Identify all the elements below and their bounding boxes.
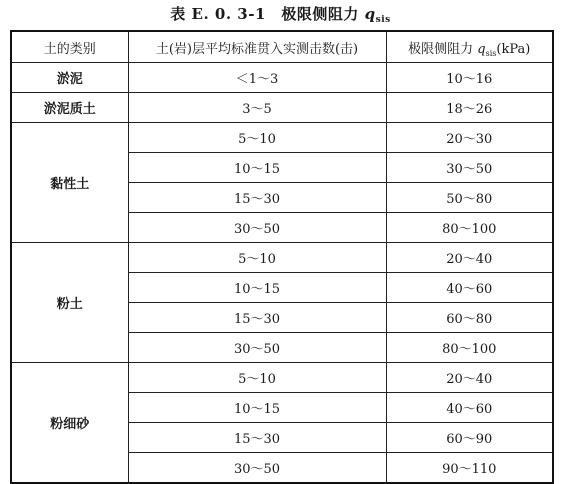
blow-count-cell: 10～15 bbox=[128, 153, 386, 183]
blow-count-cell: 30～50 bbox=[128, 453, 386, 484]
table-caption bbox=[0, 3, 561, 25]
header-row bbox=[11, 31, 553, 63]
resistance-cell: 20～40 bbox=[386, 243, 553, 273]
soil-type-cell: 淤泥质土 bbox=[11, 93, 128, 123]
resistance-cell: 30～50 bbox=[386, 153, 553, 183]
caption-prefix: 表 E. 0. 3-1 极限侧阻力 bbox=[170, 5, 359, 23]
resistance-cell: 80～100 bbox=[386, 333, 553, 363]
blow-count-cell: 5～10 bbox=[128, 123, 386, 153]
blow-count-cell: 30～50 bbox=[128, 333, 386, 363]
table-row bbox=[11, 363, 553, 393]
resistance-table bbox=[10, 30, 554, 484]
resistance-cell: 20～40 bbox=[386, 363, 553, 393]
resistance-cell: 10～16 bbox=[386, 63, 553, 93]
blow-count-cell: 5～10 bbox=[128, 243, 386, 273]
resistance-cell: 18～26 bbox=[386, 93, 553, 123]
header-resistance-symbol: q bbox=[477, 41, 486, 57]
soil-type-cell: 粉土 bbox=[11, 243, 128, 363]
resistance-cell: 60～90 bbox=[386, 423, 553, 453]
blow-count-cell: 15～30 bbox=[128, 303, 386, 333]
blow-count-cell: 15～30 bbox=[128, 423, 386, 453]
table-row bbox=[11, 93, 553, 123]
resistance-cell: 60～80 bbox=[386, 303, 553, 333]
table-row bbox=[11, 243, 553, 273]
caption-subscript: sis bbox=[375, 15, 391, 25]
resistance-cell: 90～110 bbox=[386, 453, 553, 484]
header-blow-count: 土(岩)层平均标准贯入实测击数(击) bbox=[128, 31, 386, 63]
header-soil-type: 土的类别 bbox=[11, 31, 128, 63]
blow-count-cell: 3～5 bbox=[128, 93, 386, 123]
blow-count-cell: 15～30 bbox=[128, 183, 386, 213]
header-side-resistance bbox=[386, 31, 553, 63]
soil-type-cell: 粉细砂 bbox=[11, 363, 128, 484]
resistance-cell: 40～60 bbox=[386, 393, 553, 423]
blow-count-cell: ＜1～3 bbox=[128, 63, 386, 93]
blow-count-cell: 10～15 bbox=[128, 393, 386, 423]
blow-count-cell: 5～10 bbox=[128, 363, 386, 393]
resistance-cell: 80～100 bbox=[386, 213, 553, 243]
resistance-cell: 40～60 bbox=[386, 273, 553, 303]
table-row bbox=[11, 63, 553, 93]
header-resistance-unit: (kPa) bbox=[496, 41, 531, 57]
blow-count-cell: 10～15 bbox=[128, 273, 386, 303]
blow-count-cell: 30～50 bbox=[128, 213, 386, 243]
header-resistance-prefix: 极限侧阻力 bbox=[408, 41, 474, 57]
table-row bbox=[11, 123, 553, 153]
header-resistance-subscript: sis bbox=[485, 48, 497, 58]
resistance-cell: 50～80 bbox=[386, 183, 553, 213]
soil-type-cell: 黏性土 bbox=[11, 123, 128, 243]
resistance-cell: 20～30 bbox=[386, 123, 553, 153]
caption-symbol: q bbox=[364, 5, 376, 23]
soil-type-cell: 淤泥 bbox=[11, 63, 128, 93]
